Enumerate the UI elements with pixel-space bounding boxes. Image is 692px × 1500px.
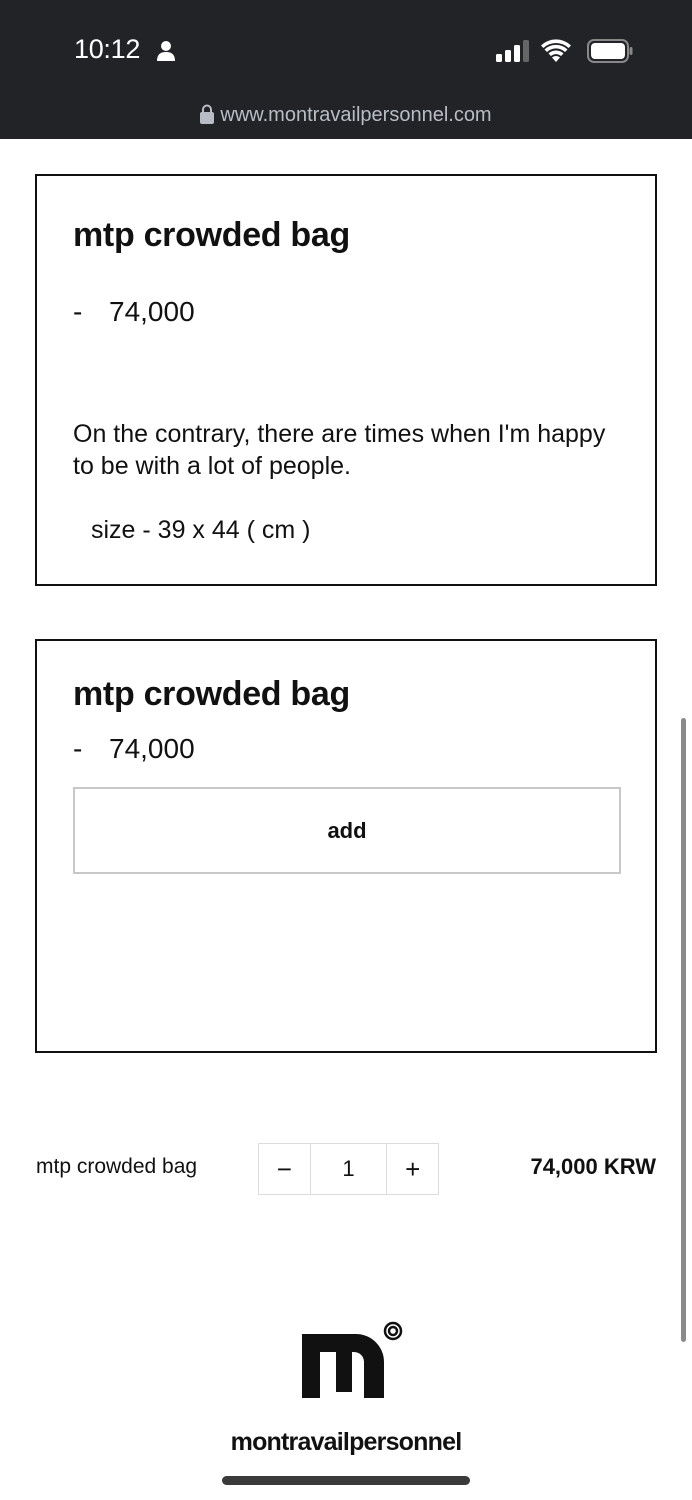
page-scrollbar[interactable]	[681, 718, 686, 1342]
cart-item-name: mtp crowded bag	[36, 1155, 198, 1178]
home-indicator[interactable]	[222, 1476, 470, 1485]
product-size: size - 39 x 44 ( cm )	[91, 516, 311, 544]
signal-icon	[496, 40, 532, 62]
quantity-value[interactable]: 1	[310, 1144, 388, 1194]
product-option-card	[35, 639, 657, 1053]
wifi-icon	[541, 38, 571, 64]
option-title: mtp crowded bag	[73, 675, 350, 713]
cart-total-price: 74,000 KRW	[530, 1154, 656, 1179]
url-text: www.montravailpersonnel.com	[220, 104, 492, 126]
person-icon	[156, 40, 176, 62]
price-dash: -	[73, 296, 83, 327]
price-value: 74,000	[109, 733, 195, 764]
increment-button[interactable]: +	[405, 1153, 421, 1184]
status-bar	[0, 0, 692, 139]
quantity-stepper[interactable]	[258, 1143, 439, 1195]
price-dash: -	[73, 733, 83, 764]
product-title: mtp crowded bag	[73, 216, 350, 254]
lock-icon	[200, 104, 214, 124]
battery-icon	[587, 39, 633, 63]
brand-wordmark: montravailpersonnel	[230, 1428, 462, 1456]
brand-logo-icon	[298, 1318, 408, 1398]
add-button[interactable]: add	[73, 787, 621, 874]
price-value: 74,000	[109, 296, 195, 327]
option-price	[73, 733, 195, 765]
product-description: On the contrary, there are times when I'm happy to be with a lot of people.	[73, 420, 606, 480]
product-info-card	[35, 174, 657, 586]
address-bar[interactable]	[0, 104, 692, 127]
product-price	[73, 296, 195, 328]
decrement-button[interactable]: −	[276, 1153, 292, 1184]
cart-line-item	[0, 1143, 692, 1195]
status-time: 10:12	[74, 34, 141, 64]
